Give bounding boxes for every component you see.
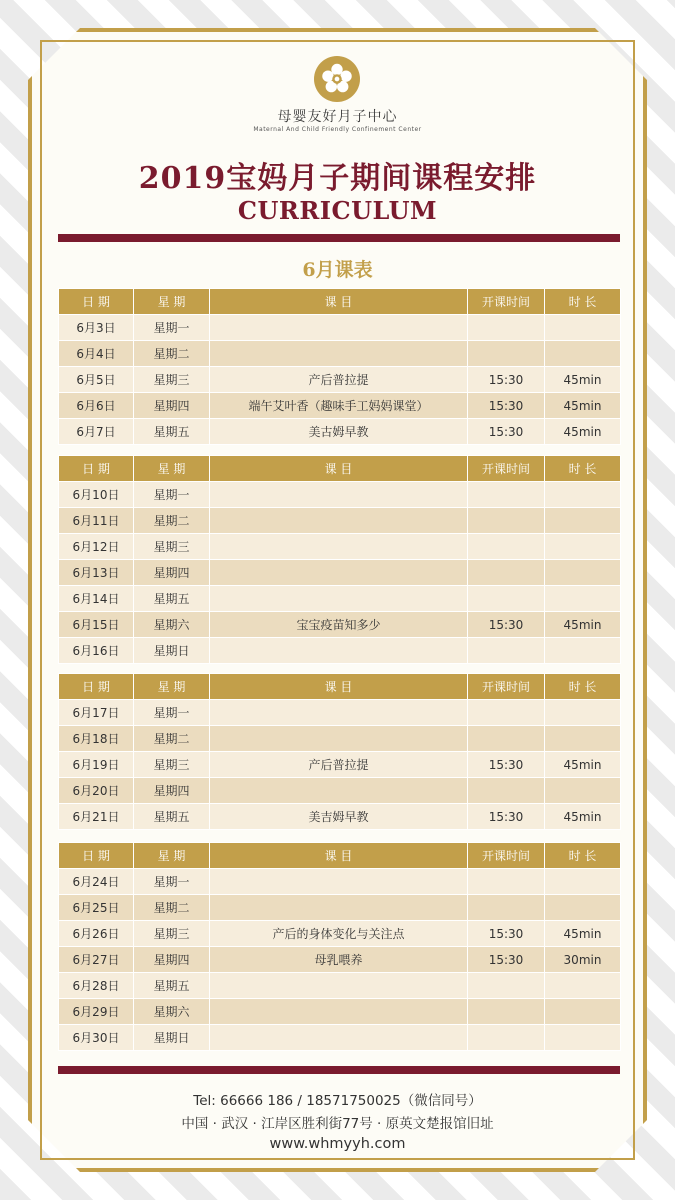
- cell-weekday: 星期五: [134, 973, 210, 999]
- cell-course: [210, 315, 468, 341]
- cell-duration: [545, 482, 621, 508]
- table-row: [59, 638, 621, 664]
- cell-course: [210, 482, 468, 508]
- table-header-row: [59, 289, 621, 315]
- table-row: [59, 947, 621, 973]
- cell-weekday: 星期四: [134, 393, 210, 419]
- table-row: [59, 804, 621, 830]
- footer-tel: Tel: 66666 186 / 18571750025（微信同号）: [193, 1093, 482, 1109]
- cell-course: 宝宝疫苗知多少: [210, 612, 468, 638]
- table-row: [59, 586, 621, 612]
- cell-date: 6月12日: [59, 534, 134, 560]
- cell-duration: [545, 560, 621, 586]
- schedule-table-week-2: [58, 455, 621, 664]
- cell-weekday: 星期二: [134, 726, 210, 752]
- header-date: 日 期: [59, 843, 134, 869]
- cell-weekday: 星期日: [134, 638, 210, 664]
- table-row: [59, 895, 621, 921]
- table-row: [59, 999, 621, 1025]
- cell-duration: [545, 700, 621, 726]
- table-row: [59, 921, 621, 947]
- cell-weekday: 星期一: [134, 869, 210, 895]
- header-time: 开课时间: [468, 289, 545, 315]
- cell-time: [468, 638, 545, 664]
- cell-course: [210, 560, 468, 586]
- header-date: 日 期: [59, 289, 134, 315]
- cell-time: [468, 586, 545, 612]
- cell-course: 产后普拉提: [210, 752, 468, 778]
- header-course: 课 目: [210, 674, 468, 700]
- cell-date: 6月16日: [59, 638, 134, 664]
- table-row: [59, 341, 621, 367]
- page-subtitle: CURRICULUM: [237, 196, 438, 225]
- table-row: [59, 367, 621, 393]
- cell-time: 15:30: [468, 393, 545, 419]
- cell-duration: 45min: [545, 393, 621, 419]
- cell-duration: [545, 508, 621, 534]
- header-weekday: 星 期: [134, 843, 210, 869]
- cell-weekday: 星期二: [134, 508, 210, 534]
- cell-weekday: 星期四: [134, 778, 210, 804]
- cell-duration: [545, 341, 621, 367]
- cell-duration: [545, 778, 621, 804]
- cell-time: [468, 778, 545, 804]
- cell-course: 母乳喂养: [210, 947, 468, 973]
- cell-date: 6月19日: [59, 752, 134, 778]
- cell-date: 6月21日: [59, 804, 134, 830]
- cell-weekday: 星期五: [134, 586, 210, 612]
- cell-date: 6月15日: [59, 612, 134, 638]
- cell-weekday: 星期五: [134, 804, 210, 830]
- table-row: [59, 612, 621, 638]
- cell-duration: [545, 1025, 621, 1051]
- cell-duration: 45min: [545, 921, 621, 947]
- header-course: 课 目: [210, 456, 468, 482]
- cell-weekday: 星期三: [134, 367, 210, 393]
- header-weekday: 星 期: [134, 456, 210, 482]
- table-row: [59, 482, 621, 508]
- cell-weekday: 星期六: [134, 999, 210, 1025]
- cell-weekday: 星期二: [134, 341, 210, 367]
- cell-course: 美吉姆早教: [210, 804, 468, 830]
- cell-weekday: 星期一: [134, 482, 210, 508]
- cell-date: 6月18日: [59, 726, 134, 752]
- cell-duration: [545, 895, 621, 921]
- cell-course: 产后普拉提: [210, 367, 468, 393]
- cell-weekday: 星期二: [134, 895, 210, 921]
- cell-date: 6月27日: [59, 947, 134, 973]
- schedule-table-week-4: [58, 842, 621, 1051]
- header-time: 开课时间: [468, 456, 545, 482]
- cell-duration: [545, 869, 621, 895]
- cell-course: [210, 586, 468, 612]
- cell-time: [468, 560, 545, 586]
- cell-date: 6月28日: [59, 973, 134, 999]
- header-duration: 时 长: [545, 843, 621, 869]
- table-row: [59, 315, 621, 341]
- cell-weekday: 星期日: [134, 1025, 210, 1051]
- cell-weekday: 星期三: [134, 752, 210, 778]
- cell-course: [210, 1025, 468, 1051]
- schedule-table-week-3: [58, 673, 621, 830]
- cell-course: [210, 869, 468, 895]
- cell-date: 6月5日: [59, 367, 134, 393]
- schedule-table-week-1: [58, 288, 621, 445]
- cell-date: 6月24日: [59, 869, 134, 895]
- header-course: 课 目: [210, 843, 468, 869]
- cell-course: [210, 778, 468, 804]
- cell-course: [210, 341, 468, 367]
- cell-time: [468, 895, 545, 921]
- cell-time: 15:30: [468, 612, 545, 638]
- cell-date: 6月7日: [59, 419, 134, 445]
- divider-bar-bottom: [58, 1066, 620, 1074]
- cell-time: 15:30: [468, 419, 545, 445]
- cell-time: [468, 508, 545, 534]
- cell-duration: 45min: [545, 367, 621, 393]
- cell-duration: 45min: [545, 612, 621, 638]
- cell-course: [210, 534, 468, 560]
- cell-weekday: 星期三: [134, 921, 210, 947]
- cell-duration: [545, 638, 621, 664]
- cell-course: [210, 895, 468, 921]
- footer-address: 中国 · 武汉 · 江岸区胜利街77号 · 原英文楚报馆旧址: [181, 1116, 494, 1132]
- header-duration: 时 长: [545, 456, 621, 482]
- divider-bar-top: [58, 234, 620, 242]
- header-time: 开课时间: [468, 674, 545, 700]
- cell-time: 15:30: [468, 367, 545, 393]
- cell-date: 6月30日: [59, 1025, 134, 1051]
- cell-time: 15:30: [468, 947, 545, 973]
- table-row: [59, 560, 621, 586]
- cell-time: [468, 700, 545, 726]
- cell-time: [468, 1025, 545, 1051]
- cell-time: 15:30: [468, 752, 545, 778]
- cell-date: 6月13日: [59, 560, 134, 586]
- cell-date: 6月26日: [59, 921, 134, 947]
- table-row: [59, 508, 621, 534]
- cell-duration: [545, 999, 621, 1025]
- cell-duration: [545, 315, 621, 341]
- table-row: [59, 419, 621, 445]
- cell-date: 6月17日: [59, 700, 134, 726]
- cell-course: [210, 973, 468, 999]
- cell-weekday: 星期一: [134, 315, 210, 341]
- brand-name-english: Maternal And Child Friendly Confinement Center: [253, 126, 422, 133]
- header-weekday: 星 期: [134, 289, 210, 315]
- table-row: [59, 869, 621, 895]
- cell-course: [210, 999, 468, 1025]
- cell-course: 美古姆早教: [210, 419, 468, 445]
- table-header-row: [59, 456, 621, 482]
- cell-time: 15:30: [468, 804, 545, 830]
- cell-course: [210, 638, 468, 664]
- cell-time: [468, 973, 545, 999]
- cell-weekday: 星期六: [134, 612, 210, 638]
- cell-course: 端午艾叶香（趣味手工妈妈课堂）: [210, 393, 468, 419]
- cell-date: 6月6日: [59, 393, 134, 419]
- table-row: [59, 778, 621, 804]
- cell-date: 6月29日: [59, 999, 134, 1025]
- cell-date: 6月3日: [59, 315, 134, 341]
- cell-weekday: 星期四: [134, 560, 210, 586]
- cell-duration: [545, 726, 621, 752]
- cell-date: 6月20日: [59, 778, 134, 804]
- cell-course: 产后的身体变化与关注点: [210, 921, 468, 947]
- table-header-row: [59, 674, 621, 700]
- cell-time: [468, 869, 545, 895]
- brand-name: 母婴友好月子中心: [277, 109, 398, 125]
- cell-date: 6月11日: [59, 508, 134, 534]
- flower-logo-icon: [314, 56, 360, 102]
- cell-course: [210, 700, 468, 726]
- footer-website[interactable]: www.whmyyh.com: [269, 1136, 406, 1152]
- header-time: 开课时间: [468, 843, 545, 869]
- table-row: [59, 393, 621, 419]
- cell-duration: 45min: [545, 419, 621, 445]
- table-row: [59, 1025, 621, 1051]
- table-row: [59, 700, 621, 726]
- cell-time: [468, 999, 545, 1025]
- cell-duration: [545, 534, 621, 560]
- header-weekday: 星 期: [134, 674, 210, 700]
- cell-time: [468, 534, 545, 560]
- cell-weekday: 星期一: [134, 700, 210, 726]
- cell-time: 15:30: [468, 921, 545, 947]
- cell-duration: 30min: [545, 947, 621, 973]
- cell-date: 6月4日: [59, 341, 134, 367]
- cell-date: 6月25日: [59, 895, 134, 921]
- cell-duration: 45min: [545, 804, 621, 830]
- cell-time: [468, 482, 545, 508]
- cell-duration: 45min: [545, 752, 621, 778]
- cell-time: [468, 341, 545, 367]
- cell-duration: [545, 586, 621, 612]
- table-row: [59, 726, 621, 752]
- cell-time: [468, 726, 545, 752]
- table-header-row: [59, 843, 621, 869]
- cell-date: 6月14日: [59, 586, 134, 612]
- header-duration: 时 长: [545, 289, 621, 315]
- table-row: [59, 534, 621, 560]
- cell-course: [210, 508, 468, 534]
- table-row: [59, 752, 621, 778]
- header-course: 课 目: [210, 289, 468, 315]
- header-date: 日 期: [59, 674, 134, 700]
- cell-duration: [545, 973, 621, 999]
- cell-date: 6月10日: [59, 482, 134, 508]
- cell-weekday: 星期五: [134, 419, 210, 445]
- table-row: [59, 973, 621, 999]
- cell-course: [210, 726, 468, 752]
- cell-time: [468, 315, 545, 341]
- month-title: 6月课表: [302, 259, 373, 281]
- cell-weekday: 星期四: [134, 947, 210, 973]
- page-title: 2019宝妈月子期间课程安排: [138, 161, 537, 196]
- header-duration: 时 长: [545, 674, 621, 700]
- header-date: 日 期: [59, 456, 134, 482]
- cell-weekday: 星期三: [134, 534, 210, 560]
